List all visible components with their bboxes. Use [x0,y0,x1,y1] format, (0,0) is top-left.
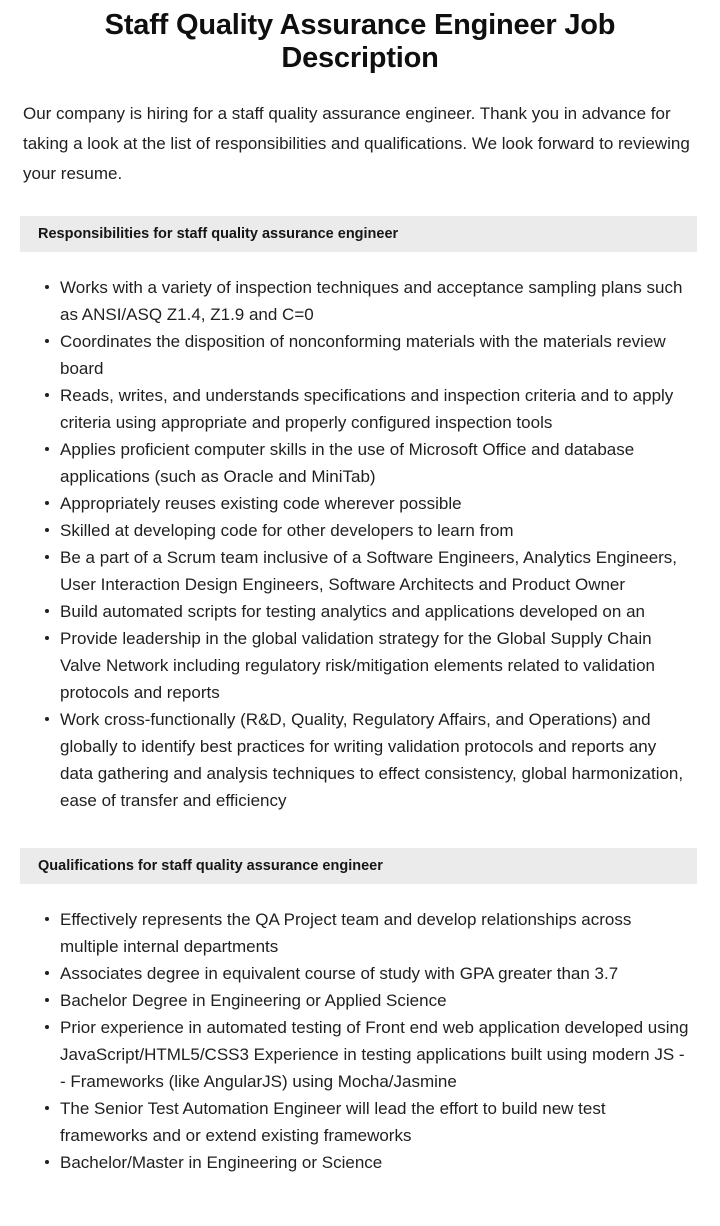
list-item [60,490,692,517]
bullet-dot-icon [45,1106,49,1110]
bullet-dot-icon [45,609,49,613]
list-item-text: Provide leadership in the global validation strategy for the Global Supply Chain Valve Network including regulatory risk/mitigation elements related to validation protocols and reports [60,629,655,702]
list-item-text: Works with a variety of inspection techniques and acceptance sampling plans such as ANSI/ASQ Z1.4, Z1.9 and C=0 [60,278,683,324]
bullet-dot-icon [45,917,49,921]
bullet-dot-icon [45,285,49,289]
bullet-dot-icon [45,501,49,505]
list-item [60,1149,692,1176]
page-bottom-spacer [0,1176,720,1216]
list-item [60,382,692,436]
bullet-dot-icon [45,636,49,640]
list-item-text: Effectively represents the QA Project team and develop relationships across multiple internal departments [60,910,632,956]
bullet-dot-icon [45,528,49,532]
list-item-text: Coordinates the disposition of nonconforming materials with the materials review board [60,332,666,378]
list-item [60,436,692,490]
list-item-text: Build automated scripts for testing analytics and applications developed on an [60,602,645,621]
bullet-dot-icon [45,998,49,1002]
intro-paragraph: Our company is hiring for a staff quality assurance engineer. Thank you in advance for taking a look at the list of responsibilities and qualifications. We look forward to reviewing your resume. [23,104,690,183]
list-item-text: Bachelor/Master in Engineering or Science [60,1153,383,1172]
bullet-dot-icon [45,1160,49,1164]
list-item-text: Applies proficient computer skills in the use of Microsoft Office and database applications (such as Oracle and MiniTab) [60,440,635,486]
responsibilities-list [0,252,720,814]
list-item [60,625,692,706]
list-item [60,517,692,544]
list-item [60,1014,692,1095]
list-item-text: Appropriately reuses existing code wherever possible [60,494,462,513]
page-title: Staff Quality Assurance Engineer Job Description [104,9,616,74]
bullet-dot-icon [45,393,49,397]
bullet-dot-icon [45,971,49,975]
bullet-dot-icon [45,339,49,343]
section-header-qualifications: Qualifications for staff quality assurance engineer [20,848,697,884]
bullet-dot-icon [45,447,49,451]
list-item [60,987,692,1014]
bullet-dot-icon [45,1025,49,1029]
bullet-dot-icon [45,555,49,559]
list-item [60,544,692,598]
bullet-dot-icon [45,717,49,721]
qualifications-list [0,884,720,1176]
list-item-text: Be a part of a Scrum team inclusive of a Software Engineers, Analytics Engineers, User Interaction Design Engineers, Software Architects and Product Owner [60,548,678,594]
list-item [60,598,692,625]
list-item-text: Associates degree in equivalent course of study with GPA greater than 3.7 [60,964,619,983]
list-item-text: Skilled at developing code for other developers to learn from [60,521,514,540]
list-item [60,706,692,814]
list-item-text: Work cross-functionally (R&D, Quality, Regulatory Affairs, and Operations) and globally to identify best practices for writing validation protocols and reports any data gathering and analysis techniques to effect consistency, global harmonization, ease of transfer and efficiency [60,710,684,810]
list-item-text: Prior experience in automated testing of Front end web application developed using JavaScript/HTML5/CSS3 Experience in testing applications built using modern JS - - Frameworks (like AngularJS) using Mocha/Jasmine [60,1018,689,1091]
section-qualifications [0,848,720,1176]
list-item [60,274,692,328]
list-item [60,1095,692,1149]
section-header-responsibilities: Responsibilities for staff quality assurance engineer [20,216,697,252]
list-item-text: Bachelor Degree in Engineering or Applied Science [60,991,447,1010]
list-item-text: The Senior Test Automation Engineer will lead the effort to build new test frameworks and or extend existing frameworks [60,1099,606,1145]
section-responsibilities [0,216,720,814]
list-item [60,906,692,960]
list-item [60,960,692,987]
list-item [60,328,692,382]
list-item-text: Reads, writes, and understands specifications and inspection criteria and to apply criteria using appropriate and properly configured inspection tools [60,386,674,432]
